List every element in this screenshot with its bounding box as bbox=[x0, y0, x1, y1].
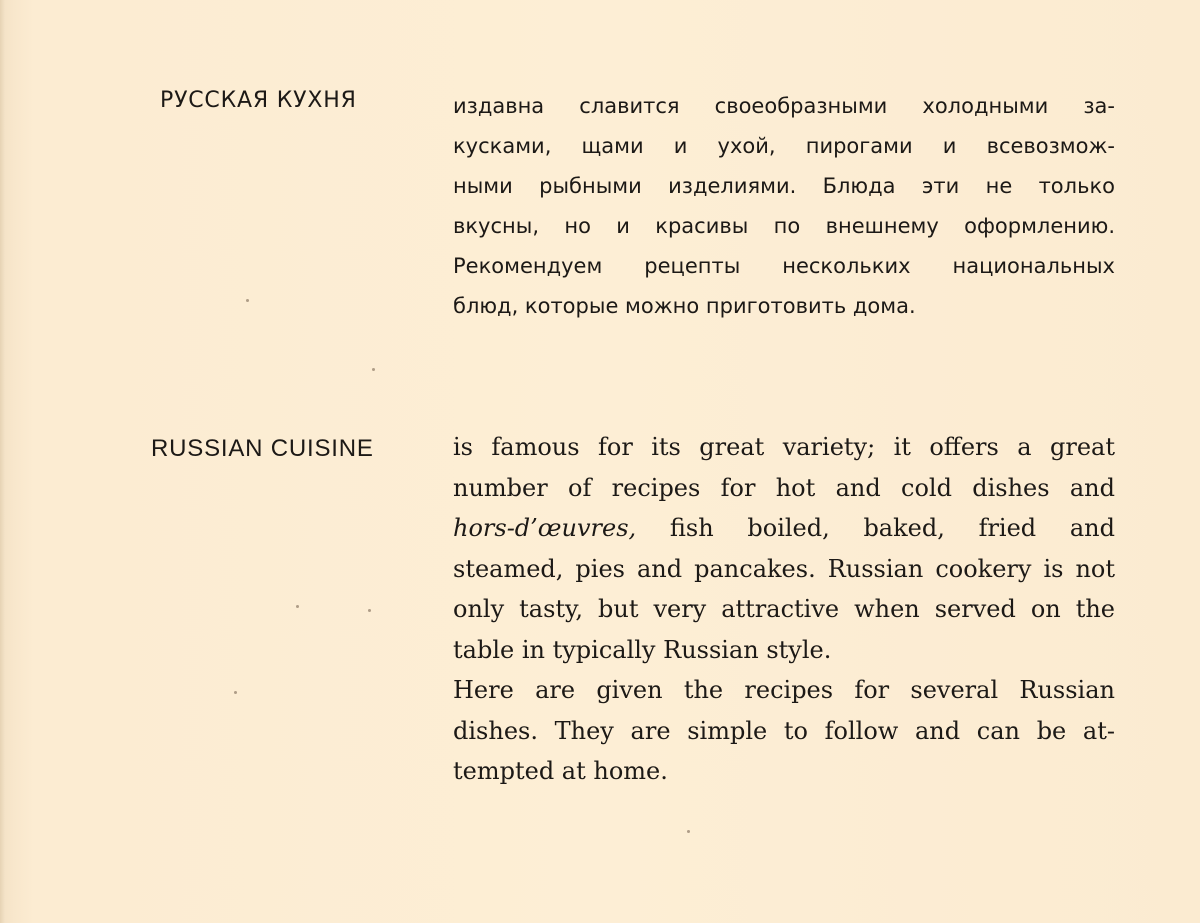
russian-line: ными рыбными изделиями. Блюда эти не только bbox=[453, 174, 1115, 198]
russian-line: вкусны, но и красивы по внешнему оформлению. bbox=[453, 214, 1115, 238]
russian-heading: РУССКАЯ КУХНЯ bbox=[160, 88, 357, 113]
paper-speck bbox=[296, 605, 299, 608]
english-line: number of recipes for hot and cold dishes and bbox=[453, 473, 1115, 502]
russian-line: издавна славится своеобразными холодными за- bbox=[453, 94, 1115, 118]
english-line: only tasty, but very attractive when served on the bbox=[453, 595, 1115, 623]
english-line-with-italic bbox=[453, 508, 1115, 549]
english-line: dishes. They are simple to follow and can be at- bbox=[453, 716, 1115, 745]
english-heading: RUSSIAN CUISINE bbox=[151, 435, 374, 462]
english-line-text: fish boiled, baked, fried and bbox=[669, 514, 1115, 542]
english-paragraph bbox=[453, 427, 1115, 792]
english-line: steamed, pies and pancakes. Russian cookery is not bbox=[453, 554, 1115, 583]
binding-edge bbox=[0, 0, 5, 923]
english-line: tempted at home. bbox=[453, 757, 668, 785]
russian-line: Рекомендуем рецепты нескольких национальных bbox=[453, 254, 1115, 278]
english-line: Here are given the recipes for several Russian bbox=[453, 676, 1115, 704]
paper-speck bbox=[234, 691, 237, 694]
paper-speck bbox=[372, 368, 375, 371]
italic-term: hors-d’œuvres, bbox=[453, 514, 637, 542]
russian-paragraph bbox=[453, 86, 1115, 326]
russian-line: кусками, щами и ухой, пирогами и всевозмож- bbox=[453, 134, 1115, 158]
paper-speck bbox=[368, 609, 371, 612]
english-line: table in typically Russian style. bbox=[453, 635, 832, 664]
russian-line: блюд, которые можно приготовить дома. bbox=[453, 294, 916, 318]
paper-speck bbox=[246, 299, 249, 302]
english-line: is famous for its great variety; it offers a great bbox=[453, 433, 1115, 461]
paper-speck bbox=[687, 830, 690, 833]
